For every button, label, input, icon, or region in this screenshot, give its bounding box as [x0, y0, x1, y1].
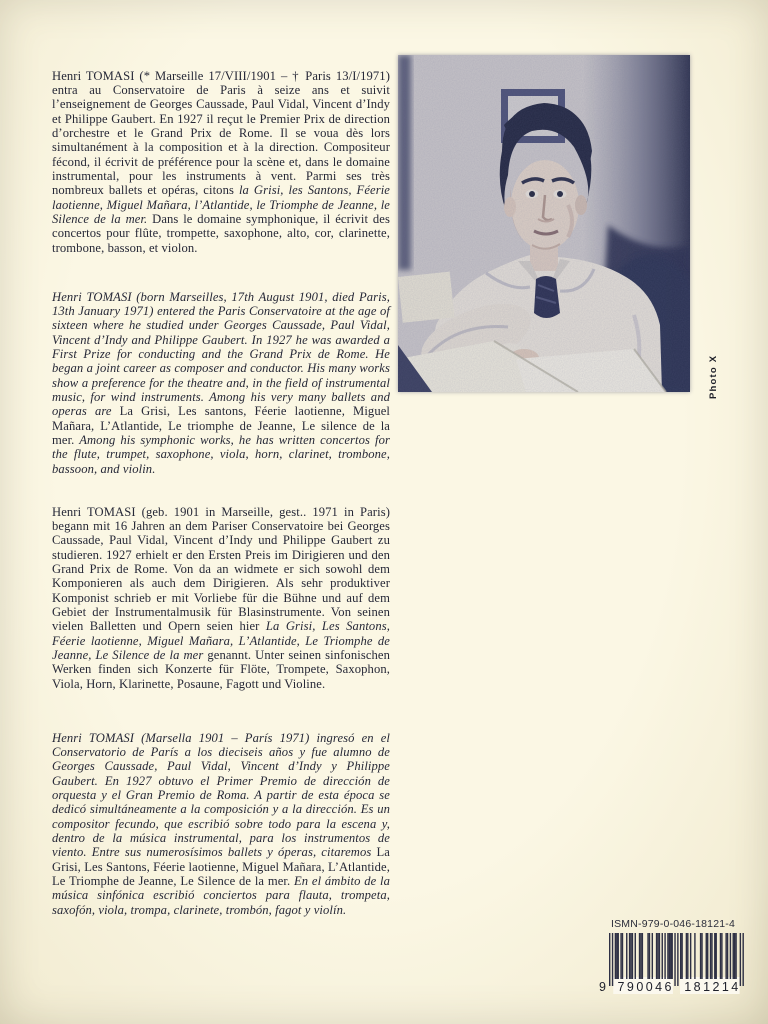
barcode-digits: 9 — [599, 980, 606, 994]
barcode-digits: 181214 — [684, 980, 739, 994]
photo-credit-label: Photo X — [708, 354, 719, 399]
text-run: la Grisi, les Santons, Féerie laotienne, Miguel Mañara, l’Atlantide, le Triomphe de Jeanne, le Silence de la mer. — [52, 183, 391, 227]
biography-paragraph-spanish — [52, 731, 390, 917]
ismn-number: ISMN-979-0-046-18121-4 — [610, 918, 736, 930]
portrait-photo — [398, 55, 690, 392]
barcode-digits: 790046 — [617, 980, 672, 994]
text-run: En el ámbito de la música sinfónica escribió conciertos para flauta, trompeta, saxofón, viola, trompa, clarinete, trombón, fagot y violín. — [52, 874, 390, 917]
barcode-svg — [598, 933, 748, 997]
text-run: genannt. Unter seinen sinfonischen Werken finden sich Konzerte für Flöte, Trompete, Saxophon, Viola, Horn, Klarinette, Posaune, Fagott und Violine. — [52, 648, 390, 691]
text-run: La Grisi, Les santons, Féerie laotienne, Miguel Mañara, L’Atlantide, Le triomphe de Jeanne, Le silence de la mer. — [52, 404, 390, 448]
portrait-photo-art — [398, 55, 690, 392]
ean13-barcode — [598, 933, 748, 997]
text-run: Dans le domaine symphonique, il écrivit des concertos pour flûte, trompette, saxophone, alto, cor, clarinette, trombone, basson, et violon. — [52, 212, 390, 255]
biography-paragraph-french — [52, 69, 390, 255]
text-run: La Grisi, Les Santons, Féerie laotienne, Miguel Mañara, L’Atlantide, Le Triomphe de Jeanne, Le Silence de la mer. — [52, 845, 390, 889]
biography-paragraph-english — [52, 290, 390, 476]
biography-paragraph-german — [52, 505, 390, 691]
text-run: Henri TOMASI (geb. 1901 in Marseille, gest.. 1971 in Paris) begann mit 16 Jahren an dem Pariser Conservatoire bei Georges Caussade, Paul Vidal, Vincent d’Indy und Philippe Gaubert zu studieren. 1927 erhielt er den Ersten Preis im Dirigieren und den Grand Prix de Rome. Von da an widmete er sich sowohl dem Komponieren als auch dem Dirigieren. Als sehr produktiver Komponist schrieb er mit Vorliebe für die Bühne und auf dem Gebiet der Instrumentalmusik für Blasinstrumente. Von seinen vielen Balletten und Opern seien hier — [52, 504, 390, 634]
text-run: La Grisi, Les Santons, Féerie laotienne, Miguel Mañara, L’Atlantide, Le Triomphe de Jeanne, Le Silence de la mer — [52, 619, 390, 663]
text-run: Henri TOMASI (* Marseille 17/VIII/1901 – † Paris 13/I/1971) entra au Conservatoire de Paris à seize ans et suivit l’enseignement de Georges Caussade, Paul Vidal, Vincent d’Indy et Philippe Gaubert. En 1927 il reçut le Premier Prix de direction d’orchestre et le Grand Prix de Rome. Il se voua dès lors simultanément à la composition et à la direction. Compositeur fécond, il écrivit de préférence pour la scène et, dans le domaine instrumental, pour les instruments à vent. Parmi ses très nombreux ballets et opéras, citons — [52, 68, 390, 198]
text-run: Henri TOMASI (born Marseilles, 17th August 1901, died Paris, 13th January 1971) entered the Paris Conservatoire at the age of sixteen where he studied under Georges Caussade, Paul Vidal, Vincent d’Indy and Philippe Gaubert. In 1927 he was awarded a First Prize for conducting and the Grand Prix de Rome. He began a joint career as composer and conductor. His many works show a preference for the theatre and, in the field of instrumental music, for wind instruments. Among his very many ballets and operas are — [52, 289, 390, 419]
text-run: Among his symphonic works, he has written concertos for the flute, trumpet, saxophone, viola, horn, clarinet, trombone, bassoon, and violin. — [52, 433, 390, 476]
text-run: Henri TOMASI (Marsella 1901 – París 1971) ingresó en el Conservatorio de París a los dieciseis años y fue alumno de Georges Caussade, Paul Vidal, Vincent d’Indy y Philippe Gaubert. En 1927 obtuvo el Primer Premio de dirección de orquesta y el Gran Premio de Roma. A partir de esta época se dedicó simultáneamente a la composición y a la dirección. Es un compositor fecundo, que escribió sobre todo para la escena y, dentro de la música instrumental, para los instrumentos de viento. Entre sus numerosísimos ballets y óperas, citaremos — [52, 730, 390, 860]
